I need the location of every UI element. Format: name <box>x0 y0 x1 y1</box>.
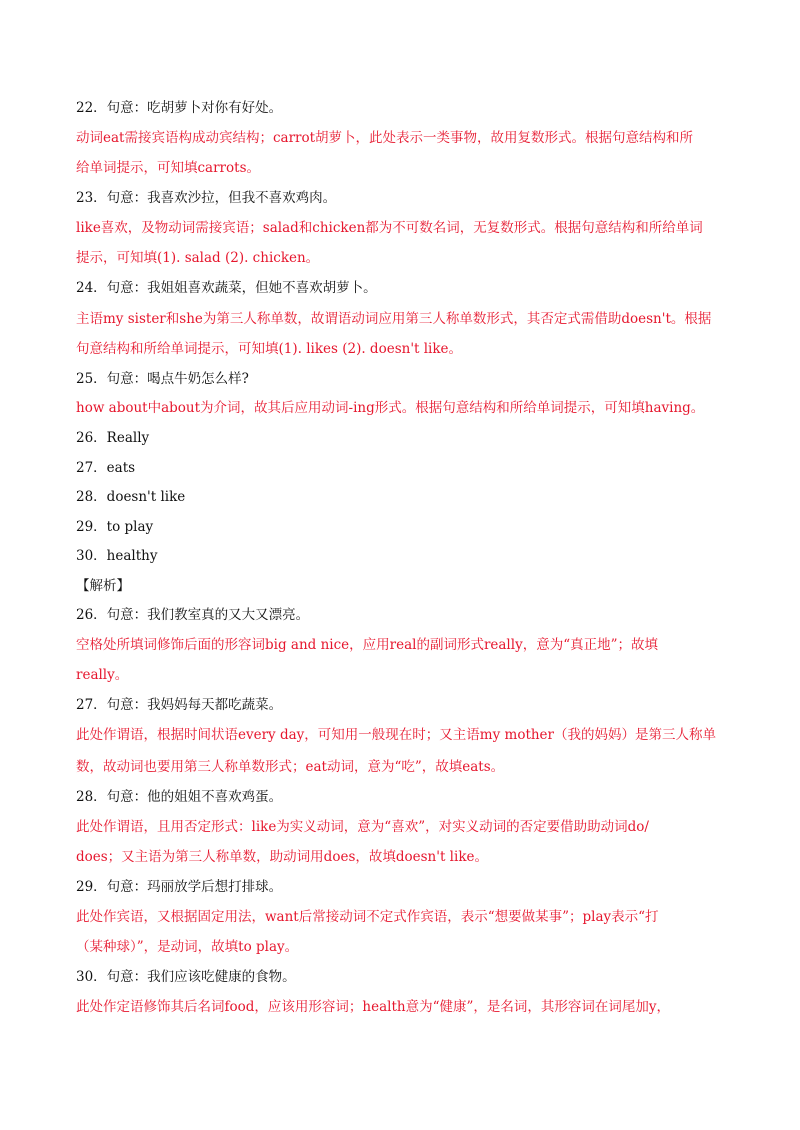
question-26-meaning: 26．句意：我们教室真的又大又漂亮。 <box>76 607 310 623</box>
answer-29: 29．to play <box>76 519 154 535</box>
question-22-meaning: 22．句意：吃胡萝卜对你有好处。 <box>76 100 283 116</box>
question-25-meaning: 25．句意：喝点牛奶怎么样? <box>76 371 249 387</box>
answer-28: 28．doesn't like <box>76 489 186 505</box>
analysis-24-line-1: 主语my sister和she为第三人称单数，故谓语动词应用第三人称单数形式，其否定式需借助doesn't。根据 <box>76 311 712 327</box>
question-29-meaning: 29．句意：玛丽放学后想打排球。 <box>76 879 283 895</box>
analysis-23-line-1: like喜欢，及物动词需接宾语；salad和chicken都为不可数名词，无复数形式。根据句意结构和所给单词 <box>76 220 703 236</box>
answer-30: 30．healthy <box>76 548 158 564</box>
answer-26: 26．Really <box>76 430 150 446</box>
question-27-meaning: 27．句意：我妈妈每天都吃蔬菜。 <box>76 697 283 713</box>
analysis-22-line-1: 动词eat需接宾语构成动宾结构；carrot胡萝卜，此处表示一类事物，故用复数形式。根据句意结构和所 <box>76 130 694 146</box>
analysis-23-line-2: 提示，可知填(1). salad (2). chicken。 <box>76 250 320 266</box>
question-30-meaning: 30．句意：我们应该吃健康的食物。 <box>76 969 296 985</box>
analysis-24-line-2: 句意结构和所给单词提示，可知填(1). likes (2). doesn't like。 <box>76 341 463 357</box>
analysis-29-line-1: 此处作宾语，又根据固定用法，want后常接动词不定式作宾语，表示“想要做某事”；play表示“打 <box>76 909 659 925</box>
analysis-27-line-2: 数，故动词也要用第三人称单数形式；eat动词，意为“吃”，故填eats。 <box>76 759 505 775</box>
analysis-26-line-1: 空格处所填词修饰后面的形容词big and nice，应用real的副词形式really，意为“真正地”；故填 <box>76 637 658 653</box>
analysis-27-line-1: 此处作谓语，根据时间状语every day，可知用一般现在时；又主语my mother（我的妈妈）是第三人称单 <box>76 727 717 743</box>
question-24-meaning: 24．句意：我姐姐喜欢蔬菜，但她不喜欢胡萝卜。 <box>76 280 377 296</box>
analysis-29-line-2: （某种球）”，是动词，故填to play。 <box>76 939 299 955</box>
question-23-meaning: 23．句意：我喜欢沙拉，但我不喜欢鸡肉。 <box>76 190 337 206</box>
analysis-28-line-2: does；又主语为第三人称单数，助动词用does，故填doesn't like。 <box>76 849 488 865</box>
analysis-heading: 【解析】 <box>76 578 130 594</box>
analysis-22-line-2: 给单词提示，可知填carrots。 <box>76 160 260 176</box>
analysis-25-line-1: how about中about为介词，故其后应用动词-ing形式。根据句意结构和所给单词提示，可知填having。 <box>76 400 705 416</box>
answer-27: 27．eats <box>76 460 136 476</box>
analysis-28-line-1: 此处作谓语，且用否定形式：like为实义动词，意为“喜欢”，对实义动词的否定要借助助动词do/ <box>76 819 649 835</box>
analysis-30-line-1: 此处作定语修饰其后名词food，应该用形容词；health意为“健康”，是名词，其形容词在词尾加y， <box>76 999 670 1015</box>
analysis-26-line-2: really。 <box>76 667 129 683</box>
question-28-meaning: 28．句意：他的姐姐不喜欢鸡蛋。 <box>76 789 283 805</box>
